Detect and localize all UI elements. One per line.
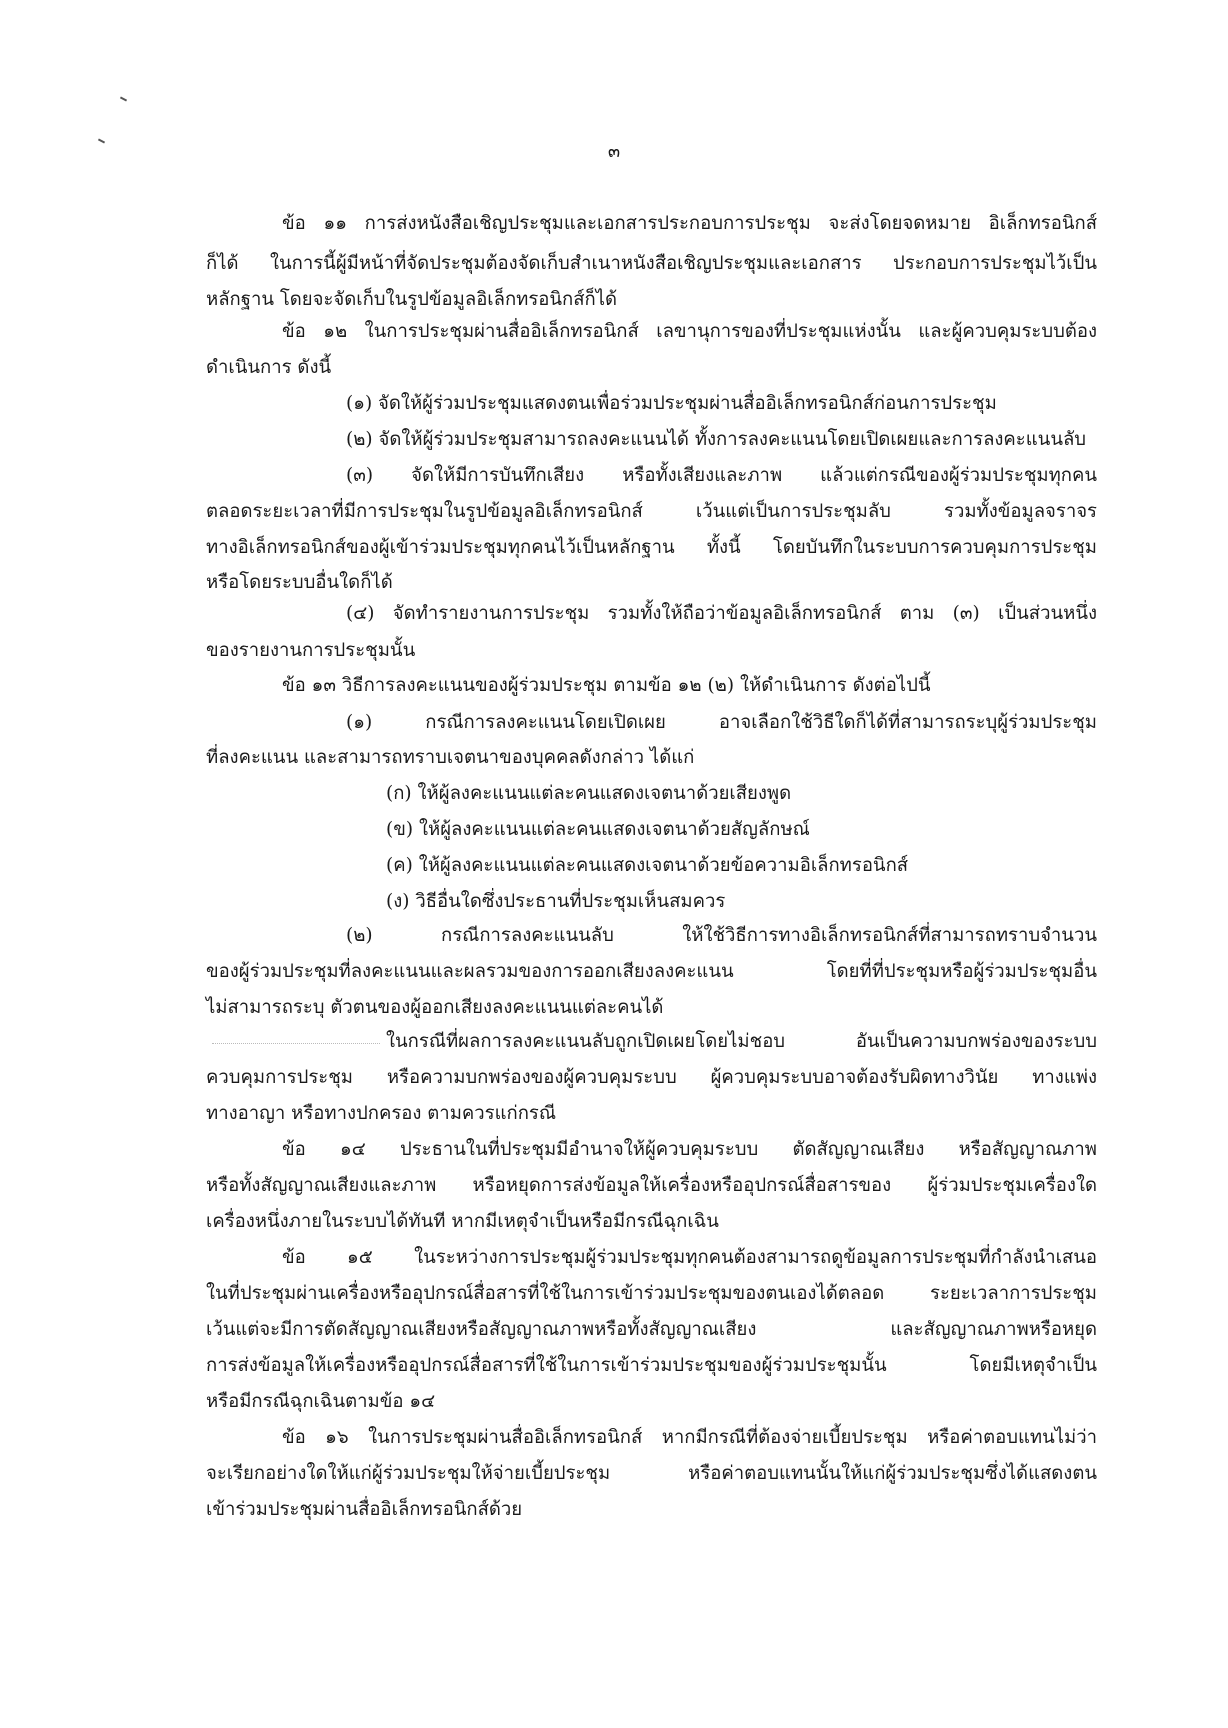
text-line: ดำเนินการ ดังนี้	[206, 357, 332, 378]
text-line: (ข) ให้ผู้ลงคะแนนแต่ละคนแสดงเจตนาด้วยสัญลักษณ์	[386, 819, 810, 840]
text-line: (ก) ให้ผู้ลงคะแนนแต่ละคนแสดงเจตนาด้วยเสียงพูด	[386, 783, 792, 804]
text-line: ข้อ ๑๕ ในระหว่างการประชุมผู้ร่วมประชุมทุกคนต้องสามารถดูข้อมูลการประชุมที่กำลังนำเสนอ	[282, 1247, 1097, 1268]
text-line: การส่งข้อมูลให้เครื่องหรืออุปกรณ์สื่อสารที่ใช้ในการเข้าร่วมประชุมของผู้ร่วมประชุมนั้น โดยมีเหตุจำเป็น	[206, 1355, 1097, 1376]
text-line: ที่ลงคะแนน และสามารถทราบเจตนาของบุคคลดังกล่าว ได้แก่	[206, 747, 695, 768]
text-line: หรือโดยระบบอื่นใดก็ได้	[206, 572, 393, 593]
text-line: ข้อ ๑๖ ในการประชุมผ่านสื่ออิเล็กทรอนิกส์ หากมีกรณีที่ต้องจ่ายเบี้ยประชุม หรือค่าตอบแทนไม่ว่า	[282, 1427, 1097, 1448]
page-number: ๓	[607, 141, 621, 162]
text-line: (๑) จัดให้ผู้ร่วมประชุมแสดงตนเพื่อร่วมประชุมผ่านสื่ออิเล็กทรอนิกส์ก่อนการประชุม	[346, 393, 997, 414]
text-line: จะเรียกอย่างใดให้แก่ผู้ร่วมประชุมให้จ่ายเบี้ยประชุม หรือค่าตอบแทนนั้นให้แก่ผู้ร่วมประชุมซึ่งได้แสดงตน	[206, 1463, 1097, 1484]
text-line: ข้อ ๑๒ ในการประชุมผ่านสื่ออิเล็กทรอนิกส์ เลขานุการของที่ประชุมแห่งนั้น และผู้ควบคุมระบบต้อง	[282, 321, 1097, 342]
text-line: หรือมีกรณีฉุกเฉินตามข้อ ๑๔	[206, 1391, 436, 1412]
text-line: ในกรณีที่ผลการลงคะแนนลับถูกเปิดเผยโดยไม่ชอบ อันเป็นความบกพร่องของระบบ	[386, 1031, 1097, 1052]
text-line: หลักฐาน โดยจะจัดเก็บในรูปข้อมูลอิเล็กทรอนิกส์ก็ได้	[206, 289, 618, 310]
text-line: ในที่ประชุมผ่านเครื่องหรืออุปกรณ์สื่อสารที่ใช้ในการเข้าร่วมประชุมของตนเองได้ตลอด ระยะเวลาการประชุม	[206, 1283, 1097, 1304]
text-line: ทางอิเล็กทรอนิกส์ของผู้เข้าร่วมประชุมทุกคนไว้เป็นหลักฐาน ทั้งนี้ โดยบันทึกในระบบการควบคุมการประชุม	[206, 537, 1097, 558]
text-line: (ง) วิธีอื่นใดซึ่งประธานที่ประชุมเห็นสมควร	[386, 891, 726, 912]
text-line: (๒) กรณีการลงคะแนนลับ ให้ใช้วิธีการทางอิเล็กทรอนิกส์ที่สามารถทราบจำนวน	[346, 925, 1097, 946]
text-line: ตลอดระยะเวลาที่มีการประชุมในรูปข้อมูลอิเล็กทรอนิกส์ เว้นแต่เป็นการประชุมลับ รวมทั้งข้อมูลจราจร	[206, 501, 1097, 522]
text-line: เครื่องหนึ่งภายในระบบได้ทันที หากมีเหตุจำเป็นหรือมีกรณีฉุกเฉิน	[206, 1211, 719, 1232]
text-line: ก็ได้ ในการนี้ผู้มีหน้าที่จัดประชุมต้องจัดเก็บสำเนาหนังสือเชิญประชุมและเอกสาร ประกอบการประชุมไว้เป็น	[206, 253, 1097, 274]
text-line: (๓) จัดให้มีการบันทึกเสียง หรือทั้งเสียงและภาพ แล้วแต่กรณีของผู้ร่วมประชุมทุกคน	[346, 465, 1097, 486]
text-line: เว้นแต่จะมีการตัดสัญญาณเสียงหรือสัญญาณภาพหรือทั้งสัญญาณเสียง และสัญญาณภาพหรือหยุด	[206, 1319, 1097, 1340]
text-line: ทางอาญา หรือทางปกครอง ตามควรแก่กรณี	[206, 1103, 557, 1124]
text-line: ควบคุมการประชุม หรือความบกพร่องของผู้ควบคุมระบบ ผู้ควบคุมระบบอาจต้องรับผิดทางวินัย ทางแพ่ง	[206, 1067, 1097, 1088]
text-line: ของรายงานการประชุมนั้น	[206, 640, 416, 661]
text-line: ไม่สามารถระบุ ตัวตนของผู้ออกเสียงลงคะแนนแต่ละคนได้	[206, 997, 664, 1018]
scan-speck	[120, 96, 127, 101]
text-line: เข้าร่วมประชุมผ่านสื่ออิเล็กทรอนิกส์ด้วย	[206, 1499, 523, 1520]
text-line: (ค) ให้ผู้ลงคะแนนแต่ละคนแสดงเจตนาด้วยข้อความอิเล็กทรอนิกส์	[386, 855, 909, 876]
scan-dotted-mark	[212, 1043, 380, 1045]
text-line: ข้อ ๑๔ ประธานในที่ประชุมมีอำนาจให้ผู้ควบคุมระบบ ตัดสัญญาณเสียง หรือสัญญาณภาพ	[282, 1139, 1097, 1160]
text-line: (๔) จัดทำรายงานการประชุม รวมทั้งให้ถือว่าข้อมูลอิเล็กทรอนิกส์ ตาม (๓) เป็นส่วนหนึ่ง	[346, 603, 1097, 624]
text-line: ข้อ ๑๑ การส่งหนังสือเชิญประชุมและเอกสารประกอบการประชุม จะส่งโดยจดหมาย อิเล็กทรอนิกส์	[282, 213, 1097, 234]
text-line: (๒) จัดให้ผู้ร่วมประชุมสามารถลงคะแนนได้ ทั้งการลงคะแนนโดยเปิดเผยและการลงคะแนนลับ	[346, 429, 1087, 450]
text-line: หรือทั้งสัญญาณเสียงและภาพ หรือหยุดการส่งข้อมูลให้เครื่องหรืออุปกรณ์สื่อสารของ ผู้ร่วมประชุมเครื่องใด	[206, 1175, 1097, 1196]
text-line: ของผู้ร่วมประชุมที่ลงคะแนนและผลรวมของการออกเสียงลงคะแนน โดยที่ที่ประชุมหรือผู้ร่วมประชุมอื่น	[206, 961, 1097, 982]
text-line: (๑) กรณีการลงคะแนนโดยเปิดเผย อาจเลือกใช้วิธีใดก็ได้ที่สามารถระบุผู้ร่วมประชุม	[346, 712, 1097, 733]
text-line: ข้อ ๑๓ วิธีการลงคะแนนของผู้ร่วมประชุม ตามข้อ ๑๒ (๒) ให้ดำเนินการ ดังต่อไปนี้	[282, 675, 931, 696]
